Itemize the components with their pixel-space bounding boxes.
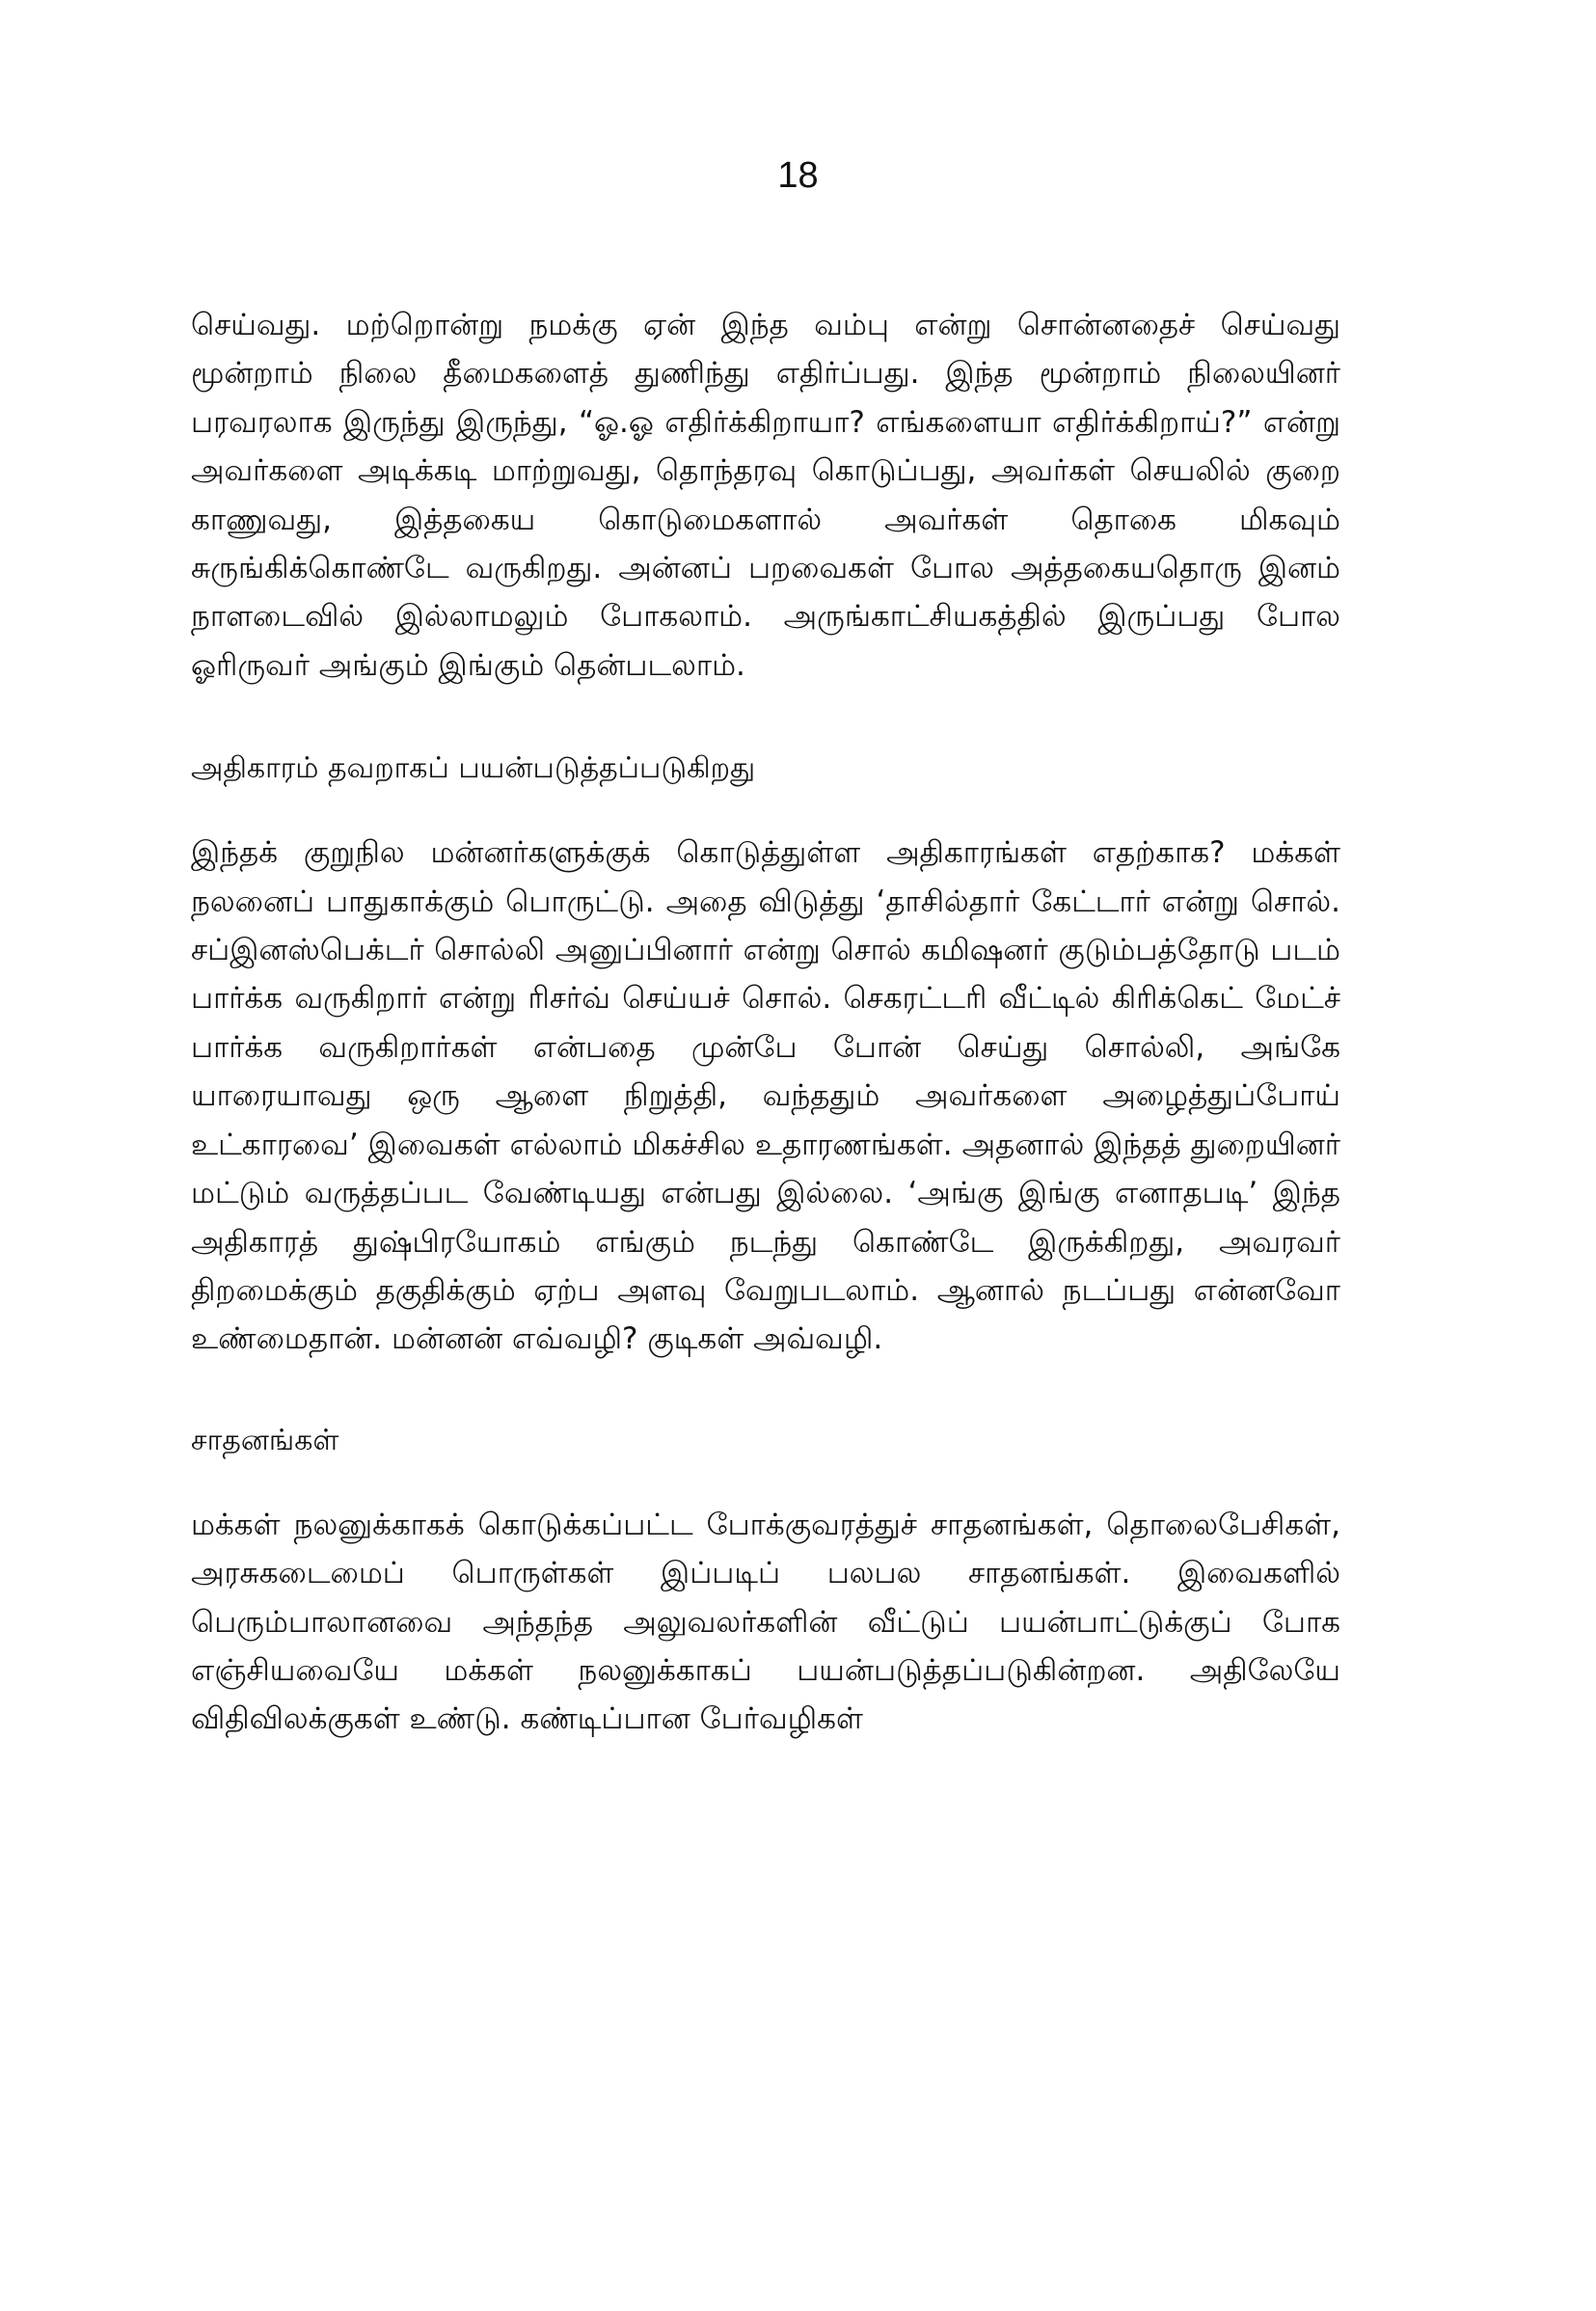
section-heading-facilities: சாதனங்கள் bbox=[191, 1423, 339, 1457]
intro-paragraph: செய்வது. மற்றொன்று நமக்கு ஏன் இந்த வம்பு என்று சொன்னதைச் செய்வது மூன்றாம் நிலை தீமைகளைத் துணிந்து எதிர்ப்பது. இந்த மூன்றாம் நிலையினர் பரவரலாக இருந்து இருந்து, “ஓ.ஓ எதிர்க்கிறாயா? எங்களையா எதிர்க்கிறாய்?” என்று அவர்களை அடிக்கடி மாற்றுவது, தொந்தரவு கொடுப்பது, அவர்கள் செயலில் குறை காணுவது, இத்தகைய கொடுமைகளால் அவர்கள் தொகை மிகவும் சுருங்கிக்கொண்டே வருகிறது. அன்னப் பறவைகள் போல அத்தகையதொரு இனம் நாளடைவில் இல்லாமலும் போகலாம். அருங்காட்சியகத்தில் இருப்பது போல ஓரிருவர் அங்கும் இங்கும் தென்படலாம். bbox=[191, 308, 1340, 683]
authority-misuse-paragraph: இந்தக் குறுநில மன்னர்களுக்குக் கொடுத்துள்ள அதிகாரங்கள் எதற்காக? மக்கள் நலனைப் பாதுகாக்கும் பொருட்டு. அதை விடுத்து ‘தாசில்தார் கேட்டார் என்று சொல். சப்இனஸ்பெக்டர் சொல்லி அனுப்பினார் என்று சொல் கமிஷனர் குடும்பத்தோடு படம் பார்க்க வருகிறார் என்று ரிசர்வ் செய்யச் சொல். செகரட்டரி வீட்டில் கிரிக்கெட் மேட்ச் பார்க்க வருகிறார்கள் என்பதை முன்பே போன் செய்து சொல்லி, அங்கே யாரையாவது ஒரு ஆளை நிறுத்தி, வந்ததும் அவர்களை அழைத்துப்போய் உட்காரவை’ இவைகள் எல்லாம் மிகச்சில உதாரணங்கள். அதனால் இந்தத் துறையினர் மட்டும் வருத்தப்பட வேண்டியது என்பது இல்லை. ‘அங்கு இங்கு எனாதபடி’ இந்த அதிகாரத் துஷ்பிரயோகம் எங்கும் நடந்து கொண்டே இருக்கிறது, அவரவர் திறமைக்கும் தகுதிக்கும் ஏற்ப அளவு வேறுபடலாம். ஆனால் நடப்பது என்னவோ உண்மைதான். மன்னன் எவ்வழி? குடிகள் அவ்வழி. bbox=[191, 835, 1340, 1357]
section-heading-authority-misuse: அதிகாரம் தவறாகப் பயன்படுத்தப்படுகிறது bbox=[191, 751, 756, 786]
page-number: 18 bbox=[777, 155, 819, 196]
page-body bbox=[191, 301, 1340, 1744]
facilities-paragraph: மக்கள் நலனுக்காகக் கொடுக்கப்பட்ட போக்குவரத்துச் சாதனங்கள், தொலைபேசிகள், அரசுகடைமைப் பொருள்கள் இப்படிப் பலபல சாதனங்கள். இவைகளில் பெரும்பாலானவை அந்தந்த அலுவலர்களின் வீட்டுப் பயன்பாட்டுக்குப் போக எஞ்சியவையே மக்கள் நலனுக்காகப் பயன்படுத்தப்படுகின்றன. அதிலேயே விதிவிலக்குகள் உண்டு. கண்டிப்பான பேர்வழிகள் bbox=[191, 1507, 1340, 1737]
